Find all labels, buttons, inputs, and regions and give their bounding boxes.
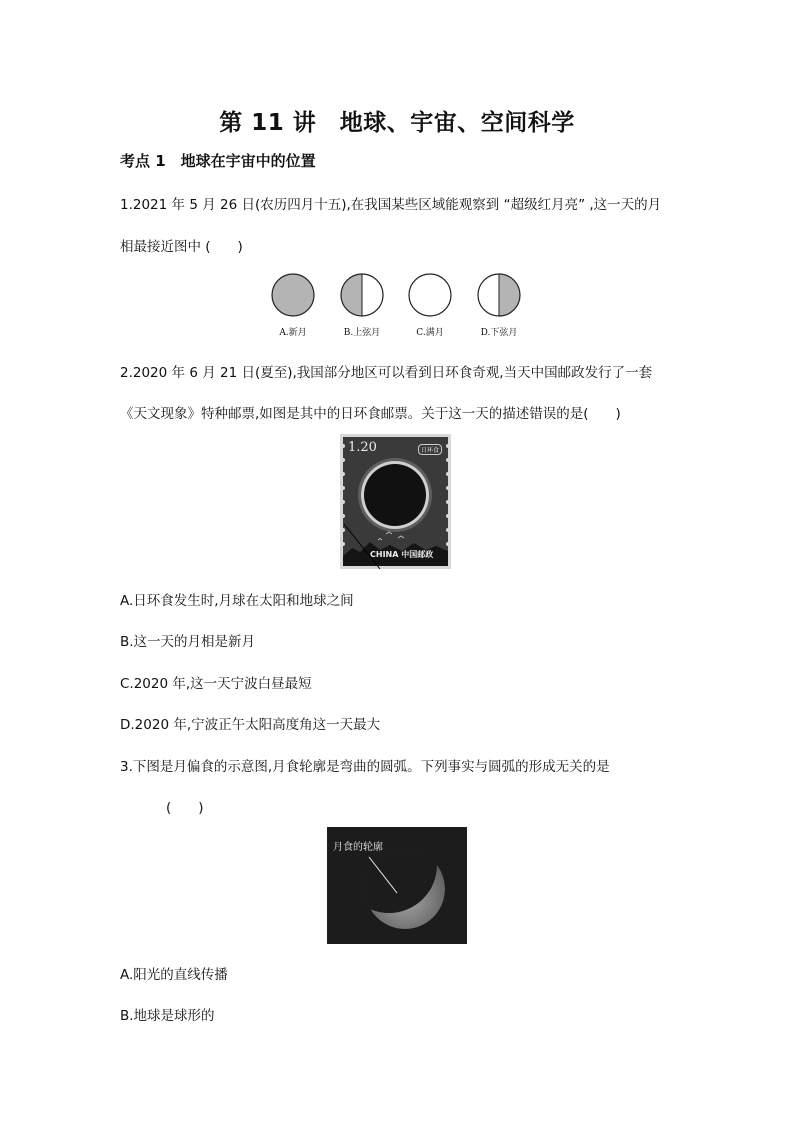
stamp-badge: 日环食 (418, 444, 442, 455)
question-1-text-line-1: 1.2021 年 5 月 26 日(农历四月十五),在我国某些区域能观察到 “超级红月亮” ,这一天的月 (120, 197, 662, 213)
partial-lunar-eclipse-photo (327, 827, 467, 944)
annular-eclipse-stamp (340, 434, 451, 569)
option-d-label: D.下弦月 (480, 328, 518, 338)
stamp-price: 1.20 (348, 440, 377, 455)
question-3-option-b: B.地球是球形的 (120, 1008, 215, 1024)
page-title: 第 11 讲 地球、宇宙、空间科学 (219, 110, 575, 136)
question-2-option-a: A.日环食发生时,月球在太阳和地球之间 (120, 593, 354, 609)
question-1-text-line-2: 相最接近图中 ( ) (120, 239, 243, 255)
option-a-label: A.新月 (279, 328, 307, 338)
section-heading: 考点 1 地球在宇宙中的位置 (120, 152, 316, 170)
new-moon-icon (271, 273, 315, 317)
question-3-option-a: A.阳光的直线传播 (120, 967, 228, 983)
option-b-label: B.上弦月 (343, 328, 381, 338)
moon-phase-options (268, 270, 528, 340)
last-quarter-moon-icon (477, 273, 521, 317)
option-c-label: C.满月 (416, 328, 444, 338)
question-2-text-line-1: 2.2020 年 6 月 21 日(夏至),我国部分地区可以看到日环食奇观,当天中国邮政发行了一套 (120, 365, 653, 381)
question-3-text-line-2: ( ) (166, 800, 204, 816)
question-2-text-line-2: 《天文现象》特种邮票,如图是其中的日环食邮票。关于这一天的描述错误的是( ) (120, 406, 621, 422)
first-quarter-moon-icon (340, 273, 384, 317)
question-2-option-b: B.这一天的月相是新月 (120, 634, 256, 650)
stamp-brand: CHINA 中国邮政 (370, 550, 434, 559)
question-3-text-line-1: 3.下图是月偏食的示意图,月食轮廓是弯曲的圆弧。下列事实与圆弧的形成无关的是 (120, 759, 610, 775)
question-2-option-d: D.2020 年,宁波正午太阳高度角这一天最大 (120, 717, 381, 733)
question-2-option-c: C.2020 年,这一天宁波白昼最短 (120, 676, 312, 692)
full-moon-icon (408, 273, 452, 317)
eclipse-outline-label: 月食的轮廓 (333, 842, 383, 853)
